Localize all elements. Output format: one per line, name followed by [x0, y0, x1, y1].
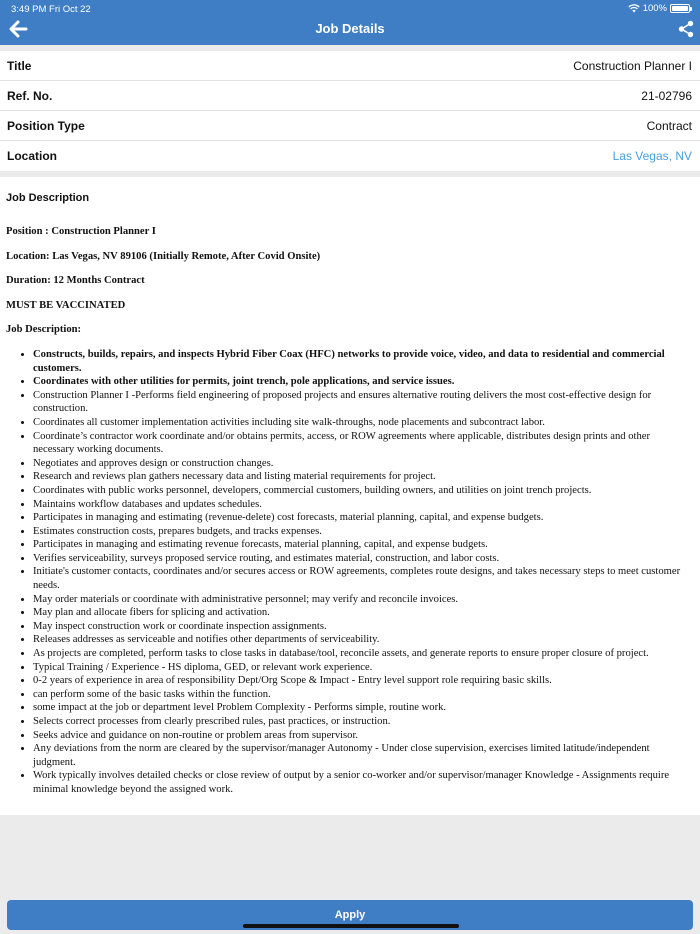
list-item: • Coordinates all customer implementation activities including site walk-throughs, node placements and subcontract labor. [33, 416, 692, 430]
list-item: • Releases addresses as serviceable and notifies other departments of serviceability. [33, 633, 692, 647]
list-item: • Work typically involves detailed checks or close review of output by a senior co-worker and/or supervisor/manager Knowledge - Assignments require minimal knowledge beyond the assigned work. [33, 769, 692, 796]
wifi-icon [628, 4, 640, 13]
list-item: • Seeks advice and guidance on non-routine or problem areas from supervisor. [33, 729, 692, 743]
list-item: • Coordinates with public works personnel, developers, commercial customers, building owners, and utilities on joint trench projects. [33, 484, 692, 498]
description-line: Position : Construction Planner I [6, 226, 156, 237]
apply-button[interactable]: Apply [7, 900, 693, 930]
field-label: Position Type [7, 118, 85, 133]
list-item: • Participates in managing and estimating (revenue-delete) cost forecasts, material planning, capital, and expense budgets. [33, 511, 692, 525]
field-label: Location [7, 149, 57, 163]
share-button[interactable] [678, 20, 694, 38]
list-item: • can perform some of the basic tasks within the function. [33, 688, 692, 702]
field-value: 21-02796 [641, 88, 692, 103]
field-value: Contract [646, 118, 692, 133]
list-item: • Constructs, builds, repairs, and inspects Hybrid Fiber Coax (HFC) networks to provide voice, video, and data to residential and commercial customers. [33, 348, 692, 375]
battery-icon [670, 4, 690, 13]
field-value: Construction Planner I [573, 58, 692, 73]
home-indicator [243, 924, 459, 928]
location-link[interactable]: Las Vegas, NV [612, 149, 692, 163]
description-body [6, 225, 692, 797]
list-item: • Selects correct processes from clearly prescribed rules, past practices, or instruction. [33, 715, 692, 729]
list-item: • Initiate's customer contacts, coordinates and/or secures access or ROW agreements, completes route designs, and takes necessary steps to meet customer needs. [33, 565, 692, 592]
battery-percent: 100% [642, 3, 667, 14]
list-item: • Coordinate’s contractor work coordinate and/or obtains permits, access, or ROW agreements where applicable, distributes design prints and other necessary working documents. [33, 430, 692, 457]
field-label: Title [7, 58, 32, 73]
description-line: Location: Las Vegas, NV 89106 (Initially Remote, After Covid Onsite) [6, 250, 321, 262]
list-item: • Research and reviews plan gathers necessary data and listing material requirements for project. [33, 470, 692, 484]
field-position-type [0, 111, 700, 141]
field-title [0, 51, 700, 81]
list-item: • Participates in managing and estimating revenue forecasts, material planning, capital, and expense budgets. [33, 538, 692, 552]
list-item: • Construction Planner I -Performs field engineering of proposed projects and ensures alternative routing delivers the most cost-effective design for construction. [33, 389, 692, 416]
list-item: • some impact at the job or department level Problem Complexity - Performs simple, routine work. [33, 701, 692, 715]
page-title: Job Details [315, 21, 385, 36]
list-item: • May order materials or coordinate with administrative personnel; may verify and reconcile invoices. [33, 593, 692, 607]
list-item: • Maintains workflow databases and updates schedules. [33, 498, 692, 512]
list-item: • May plan and allocate fibers for splicing and activation. [33, 606, 692, 620]
description-line: MUST BE VACCINATED [6, 299, 126, 311]
list-item: • Typical Training / Experience - HS diploma, GED, or relevant work experience. [33, 661, 692, 675]
share-icon [678, 20, 694, 38]
list-item: • Coordinates with other utilities for permits, joint trench, pole applications, and service issues. [33, 375, 692, 389]
field-ref-no [0, 81, 700, 111]
description-bullets [6, 348, 692, 797]
list-item: • May inspect construction work or coordinate inspection assignments. [33, 620, 692, 634]
list-item: • Estimates construction costs, prepares budgets, and tracks expenses. [33, 525, 692, 539]
list-item: • 0-2 years of experience in area of responsibility Dept/Org Scope & Impact - Entry level support role requiring basic skills. [33, 674, 692, 688]
field-location [0, 141, 700, 171]
description-line: Job Description: [6, 324, 82, 336]
field-label: Ref. No. [7, 88, 53, 103]
list-item: • Verifies serviceability, surveys proposed service routing, and estimates material, construction, and labor costs. [33, 552, 692, 566]
job-fields [0, 51, 700, 171]
description-line: Duration: 12 Months Contract [6, 275, 145, 287]
top-bar [0, 0, 700, 45]
status-indicators [628, 3, 690, 14]
list-item: • Any deviations from the norm are cleared by the supervisor/manager Autonomy - Under close supervision, exercises limited latitude/independent judgment. [33, 742, 692, 769]
description-heading: Job Description [6, 192, 90, 204]
status-time: 3:49 PM Fri Oct 22 [11, 4, 91, 15]
list-item: • Negotiates and approves design or construction changes. [33, 457, 692, 471]
job-description [0, 177, 700, 815]
list-item: • As projects are completed, perform tasks to close tasks in database/tool, reconcile assets, and generate reports to ensure proper closure of project. [33, 647, 692, 661]
